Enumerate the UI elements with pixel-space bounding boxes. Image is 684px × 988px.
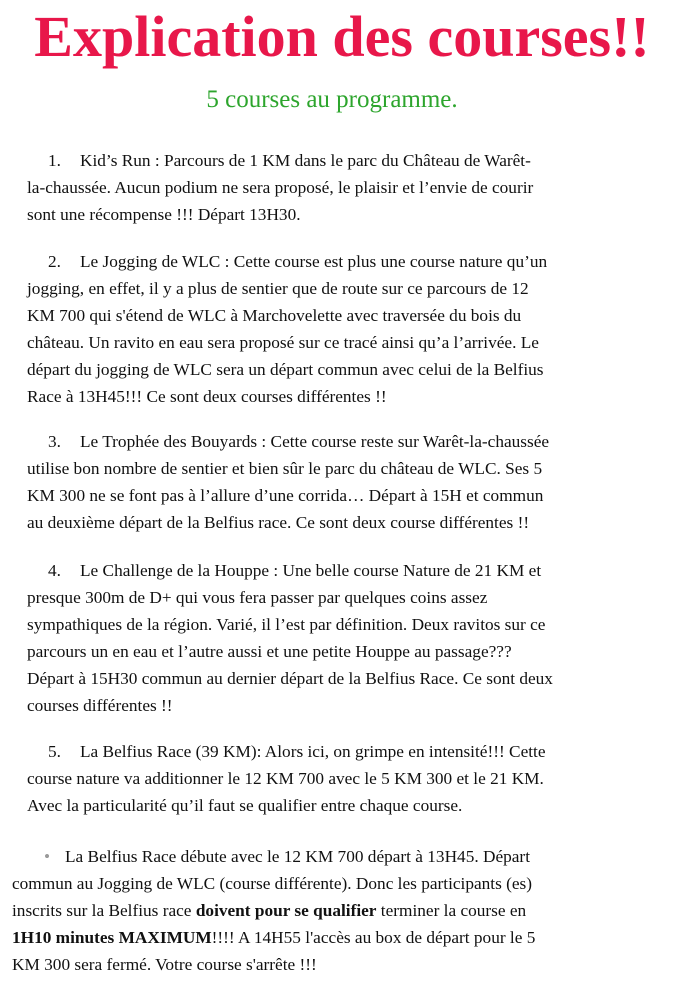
item-line: utilise bon nombre de sentier et bien sûr le parc du château de WLC. Ses 5 — [27, 459, 543, 478]
item-line: KM 700 qui s'étend de WLC à Marchovelette avec traversée du bois du — [27, 306, 522, 325]
item-line: Race à 13H45!!! Ce sont deux courses différentes !! — [27, 387, 387, 406]
qualify-emphasis: doivent pour se qualifier — [195, 901, 377, 920]
item-line: parcours un en eau et l’autre aussi et une petite Houppe au passage??? — [27, 642, 512, 661]
time-limit-emphasis: 1H10 minutes MAXIMUM — [12, 928, 212, 947]
item-number: 2. — [48, 252, 61, 271]
item-number: 4. — [48, 561, 61, 580]
item-line: Le Jogging de WLC : Cette course est plus une course nature qu’un — [80, 252, 548, 271]
bullet-line-part: inscrits sur la Belfius race — [12, 901, 196, 920]
race-item-challenge-houppe — [27, 557, 667, 719]
bullet-line: La Belfius Race débute avec le 12 KM 700 départ à 13H45. Départ — [65, 847, 530, 866]
page-subtitle: 5 courses au programme. — [206, 86, 458, 113]
bullet-marker: • — [44, 847, 51, 866]
item-line: La Belfius Race (39 KM): Alors ici, on grimpe en intensité!!! Cette — [80, 742, 546, 761]
item-line: Le Challenge de la Houppe : Une belle course Nature de 21 KM et — [80, 561, 542, 580]
item-line: courses différentes !! — [27, 696, 173, 715]
item-line: KM 300 ne se font pas à l’allure d’une corrida… Départ à 15H et commun — [27, 486, 544, 505]
page-title: Explication des courses!! — [34, 4, 650, 69]
bullet-line-part: terminer la course en — [376, 901, 527, 920]
item-number: 1. — [48, 151, 61, 170]
item-number: 5. — [48, 742, 61, 761]
bullet-line-part: !!!! A 14H55 l'accès au box de départ pour le 5 — [211, 928, 536, 947]
race-item-trophee-bouyards — [27, 428, 667, 536]
item-line: Kid’s Run : Parcours de 1 KM dans le parc du Château de Warêt- — [80, 151, 531, 170]
item-line: la-chaussée. Aucun podium ne sera proposé, le plaisir et l’envie de courir — [27, 178, 534, 197]
belfius-details-bullet — [12, 843, 672, 978]
race-item-jogging-wlc — [27, 248, 667, 410]
item-line: sympathiques de la région. Varié, il l’est par définition. Deux ravitos sur ce — [27, 615, 546, 634]
item-line: course nature va additionner le 12 KM 700 avec le 5 KM 300 et le 21 KM. — [27, 769, 544, 788]
item-line: départ du jogging de WLC sera un départ commun avec celui de la Belfius — [27, 360, 544, 379]
race-item-belfius-race — [27, 738, 667, 819]
race-item-kids-run — [27, 147, 667, 228]
bullet-line: commun au Jogging de WLC (course différente). Donc les participants (es) — [12, 874, 533, 893]
bullet-line: KM 300 sera fermé. Votre course s'arrête !!! — [12, 955, 317, 974]
item-line: sont une récompense !!! Départ 13H30. — [27, 205, 301, 224]
item-number: 3. — [48, 432, 61, 451]
item-line: Avec la particularité qu’il faut se qualifier entre chaque course. — [27, 796, 463, 815]
item-line: presque 300m de D+ qui vous fera passer par quelques coins assez — [27, 588, 488, 607]
item-line: au deuxième départ de la Belfius race. Ce sont deux course différentes !! — [27, 513, 530, 532]
item-line: jogging, en effet, il y a plus de sentier que de route sur ce parcours de 12 — [27, 279, 529, 298]
item-line: Le Trophée des Bouyards : Cette course reste sur Warêt-la-chaussée — [80, 432, 550, 451]
item-line: Départ à 15H30 commun au dernier départ de la Belfius Race. Ce sont deux — [27, 669, 553, 688]
item-line: château. Un ravito en eau sera proposé sur ce tracé ainsi qu’a l’arrivée. Le — [27, 333, 539, 352]
